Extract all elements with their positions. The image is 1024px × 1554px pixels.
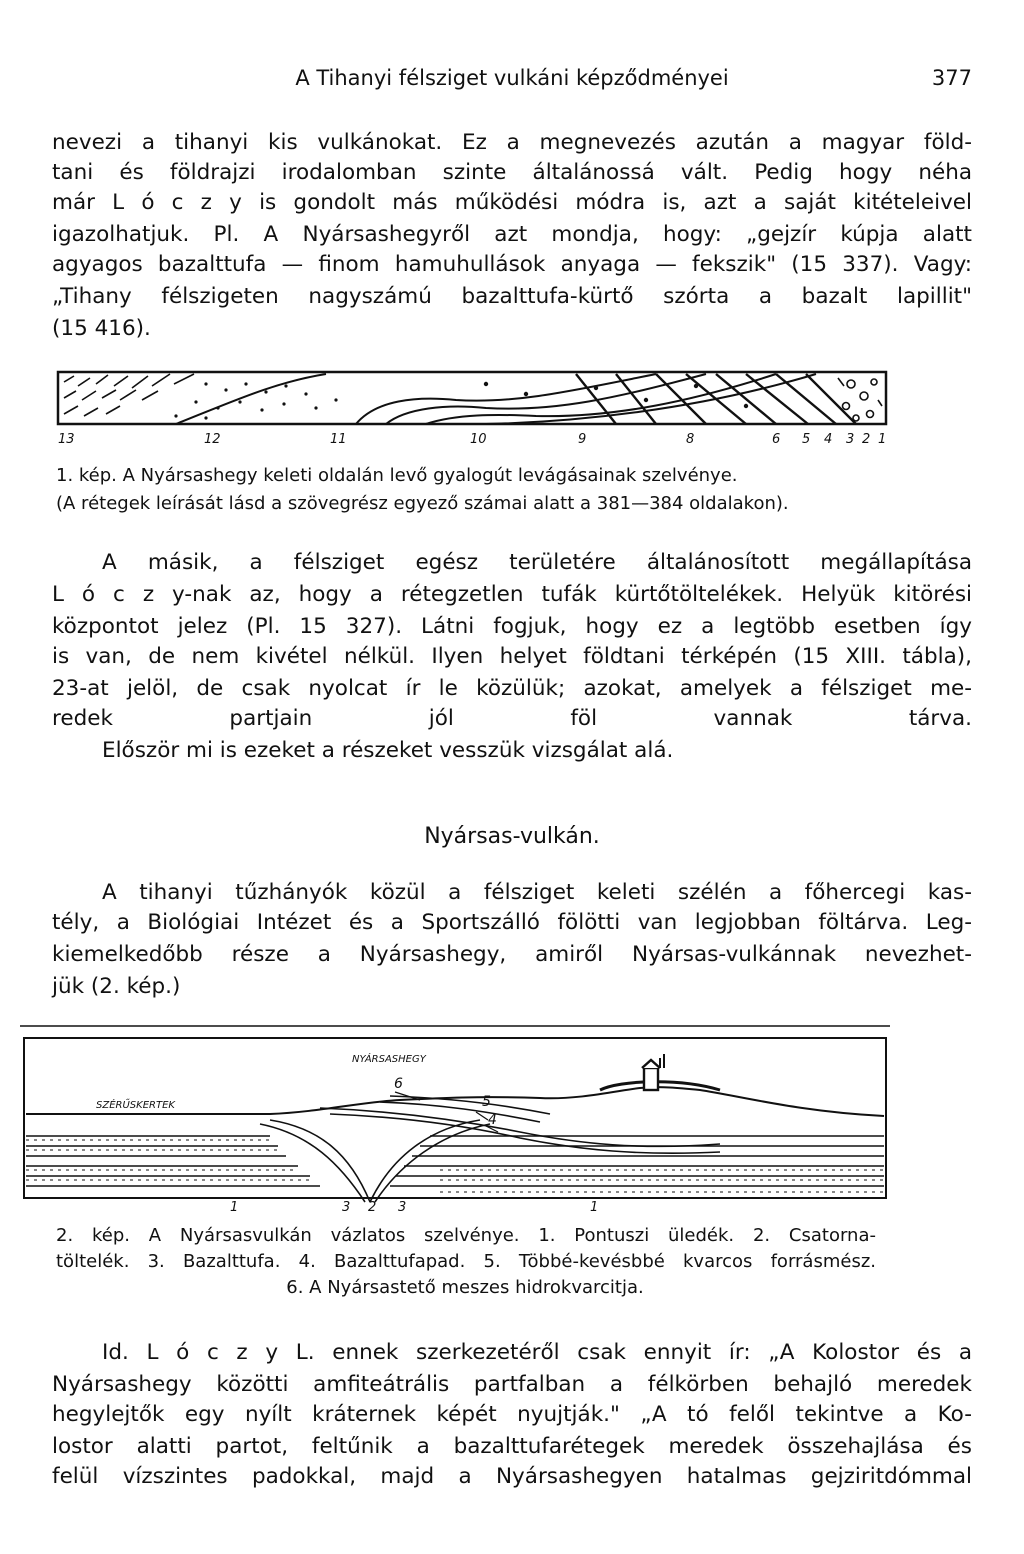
figure-1-caption: 1. kép. A Nyársashegy keleti oldalán levő gyalogút levágásainak szelvénye.	[56, 465, 738, 486]
text-line: Id. L ó c z y L. ennek szerkezetéről csak ennyit ír: „A Kolostor és a	[102, 1340, 972, 1365]
text-line: tani és földrajzi irodalomban szinte általánossá vált. Pedig hogy néha	[52, 160, 972, 185]
bottom-number: 1	[230, 1200, 239, 1215]
figure-2-caption: töltelék. 3. Bazalttufa. 4. Bazalttufapad. 5. Többé-kevésbbé kvarcos forrásmész.	[56, 1251, 876, 1272]
layer-number: 11	[330, 432, 347, 447]
text-line: már L ó c z y is gondolt más működési módra is, azt a saját kitételeivel	[52, 190, 972, 215]
bottom-number: 1	[590, 1200, 599, 1215]
figure-1-caption-note: (A rétegek leírását lásd a szövegrész egyező számai alatt a 381—384 oldalakon).	[56, 493, 789, 514]
text-line: központot jelez (Pl. 15 327). Látni fogjuk, hogy ez a legtöbb esetben így	[52, 614, 972, 639]
text-line: hegylejtők egy nyílt kráternek képét nyujtják." „A tó felől tekintve a Ko-	[52, 1402, 972, 1427]
running-title: A Tihanyi félsziget vulkáni képződményei	[295, 66, 729, 90]
layer-number: 5	[802, 432, 811, 447]
page-number: 377	[931, 66, 972, 90]
text-line: agyagos bazalttufa — finom hamuhullások anyaga — fekszik" (15 337). Vagy:	[52, 252, 972, 277]
text-line: redek partjain jól föl vannak tárva.	[52, 706, 972, 731]
layer-number: 2	[862, 432, 871, 447]
label-left: SZÉRŰSKERTEK	[96, 1100, 175, 1111]
label-6: 6	[394, 1076, 403, 1092]
text-line: „Tihany félszigeten nagyszámú bazalttufa-kürtő szórta a bazalt lapillit"	[52, 284, 972, 309]
figure-2-caption: 6. A Nyársastető meszes hidrokvarcitja.	[286, 1277, 644, 1298]
text-line: A tihanyi tűzhányók közül a félsziget keleti szélén a főhercegi kas-	[102, 880, 972, 905]
label-mountain: NYÁRSASHEGY	[352, 1054, 426, 1065]
bottom-number: 3	[342, 1200, 351, 1215]
text-line: (15 416).	[52, 316, 151, 341]
running-header	[0, 66, 1024, 96]
layer-number: 6	[772, 432, 781, 447]
text-line: is van, de nem kivétel nélkül. Ilyen helyet földtani térképén (15 XIII. tábla),	[52, 644, 972, 669]
text-line: nevezi a tihanyi kis vulkánokat. Ez a megnevezés azután a magyar föld-	[52, 130, 972, 155]
figure-2-cross-section	[20, 1024, 910, 1214]
layer-number: 13	[58, 432, 75, 447]
text-line: igazolhatjuk. Pl. A Nyársashegyről azt mondja, hogy: „gejzír kúpja alatt	[52, 222, 972, 247]
text-line: A másik, a félsziget egész területére általánosított megállapítása	[102, 550, 972, 575]
text-line: lostor alatti partot, feltűnik a bazalttufarétegek meredek összehajlása és	[52, 1434, 972, 1459]
text-line: Nyársashegy közötti amfiteátrális partfalban a félkörben behajló meredek	[52, 1372, 972, 1397]
layer-number: 8	[686, 432, 695, 447]
section-title: Nyársas-vulkán.	[424, 824, 600, 849]
text-line: kiemelkedőbb része a Nyársashegy, amiről Nyársas-vulkánnak nevezhet-	[52, 942, 972, 967]
layer-number: 4	[824, 432, 833, 447]
text-line: jük (2. kép.)	[52, 974, 181, 999]
label-4: 4	[488, 1112, 497, 1128]
text-line: tély, a Biológiai Intézet és a Sportszálló fölötti van legjobban föltárva. Leg-	[52, 910, 972, 935]
figure-2-caption: 2. kép. A Nyársasvulkán vázlatos szelvénye. 1. Pontuszi üledék. 2. Csatorna-	[56, 1225, 876, 1246]
bottom-number: 3	[398, 1200, 407, 1215]
layer-number: 1	[878, 432, 887, 447]
layer-number: 10	[470, 432, 487, 447]
label-5: 5	[482, 1094, 491, 1110]
text-line: Először mi is ezeket a részeket vesszük vizsgálat alá.	[102, 738, 674, 763]
layer-number: 9	[578, 432, 587, 447]
figure-1-layer-numbers	[56, 432, 890, 450]
layer-number: 12	[204, 432, 221, 447]
text-line: felül vízszintes padokkal, majd a Nyársashegyen hatalmas gejziritdómmal	[52, 1464, 972, 1489]
text-line: L ó c z y-nak az, hogy a rétegzetlen tufák kürtőtöltelékek. Helyük kitörési	[52, 582, 972, 607]
bottom-number: 2	[368, 1200, 377, 1215]
layer-number: 3	[846, 432, 855, 447]
text-line: 23-at jelöl, de csak nyolcat ír le közülük; azokat, amelyek a félsziget me-	[52, 676, 972, 701]
